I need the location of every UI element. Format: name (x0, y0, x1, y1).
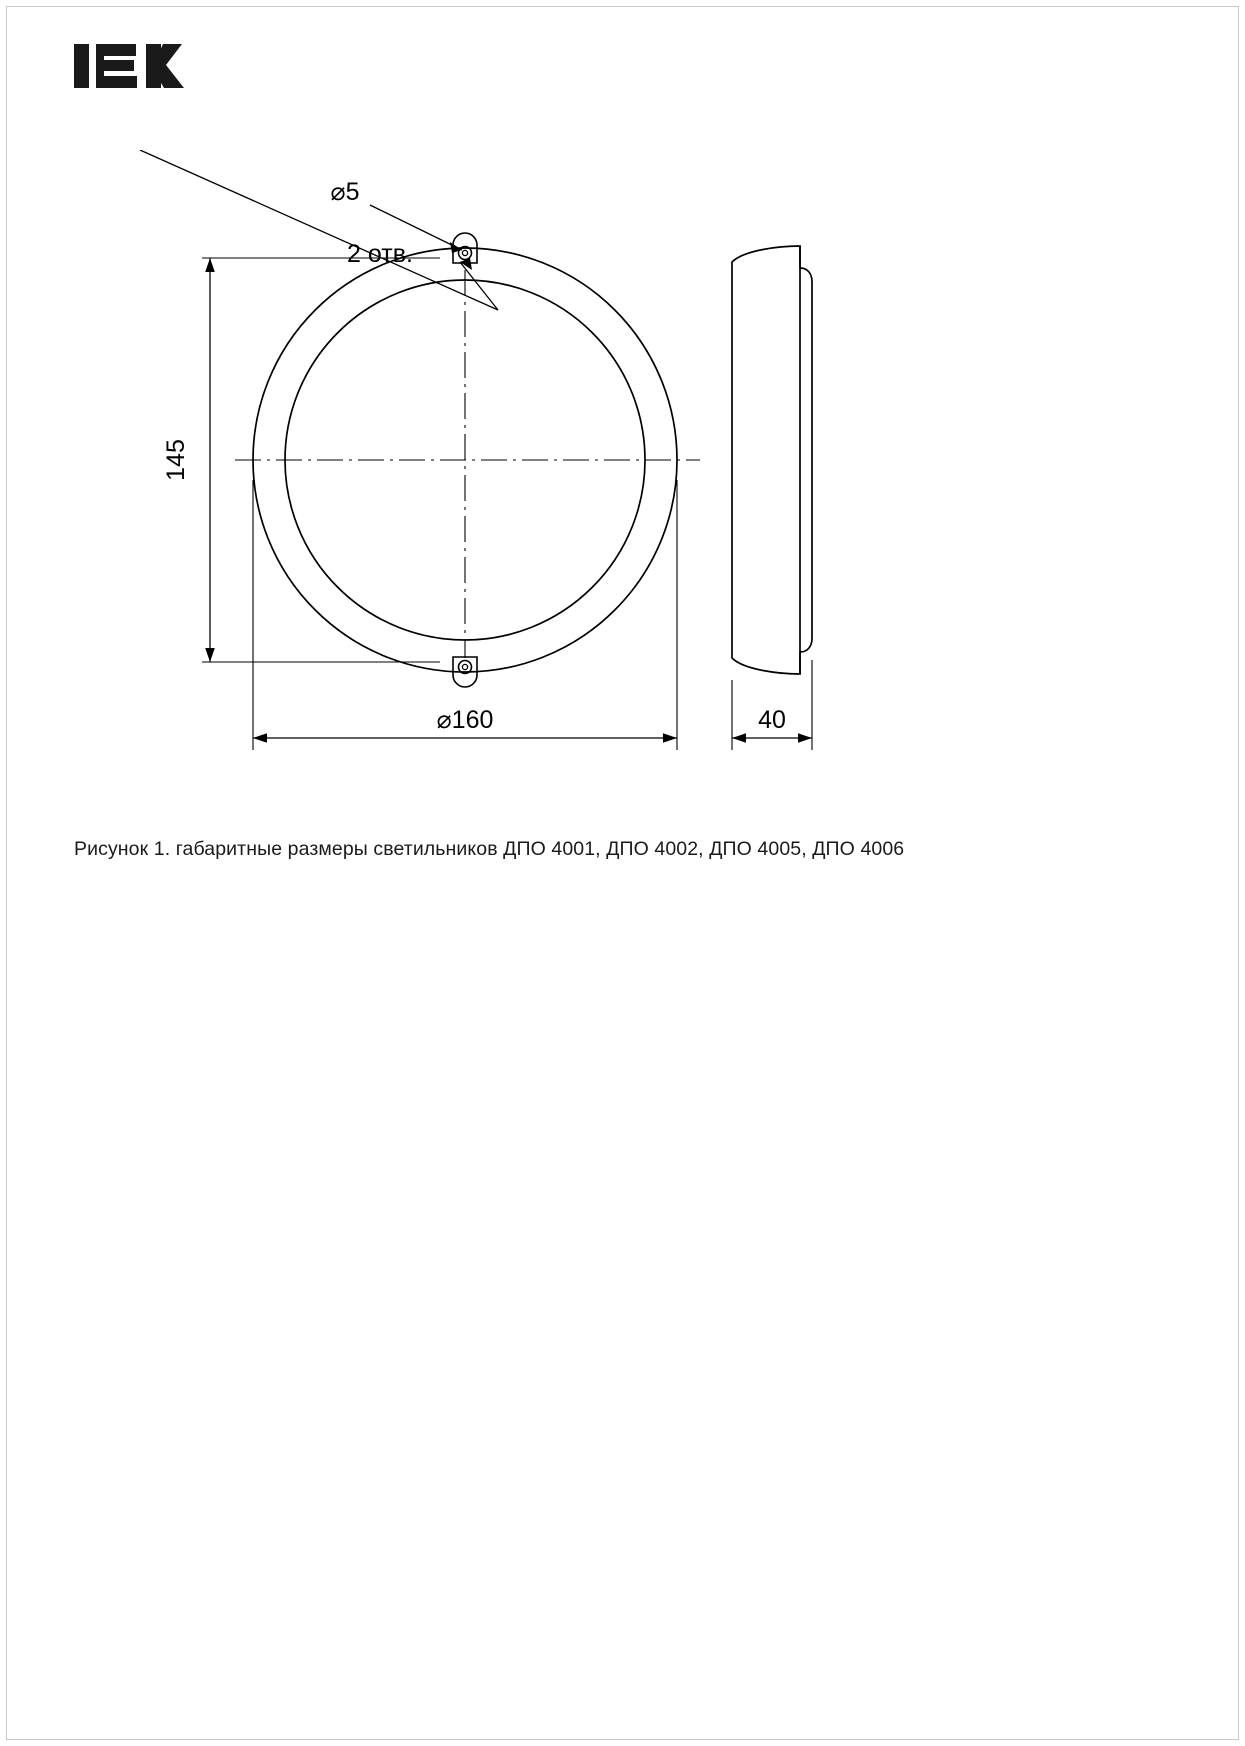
dimension-line-160 (253, 733, 677, 743)
dimension-line-40 (732, 733, 812, 743)
dimension-label-dia5: ⌀5 (330, 178, 360, 206)
side-view-body (732, 246, 812, 674)
dimension-label-holes: 2 отв. (347, 240, 413, 268)
dimension-line-145 (205, 258, 215, 662)
drawing-svg (140, 150, 1000, 770)
figure-caption: Рисунок 1. габаритные размеры светильников ДПО 4001, ДПО 4002, ДПО 4005, ДПО 4006 (74, 838, 905, 860)
dimension-label-dia160: ⌀160 (436, 706, 494, 734)
leader-2-holes (140, 150, 498, 310)
iek-logo (74, 38, 194, 100)
dimension-label-40: 40 (758, 706, 786, 734)
technical-drawing (140, 150, 1000, 770)
dimension-label-145: 145 (162, 439, 190, 481)
